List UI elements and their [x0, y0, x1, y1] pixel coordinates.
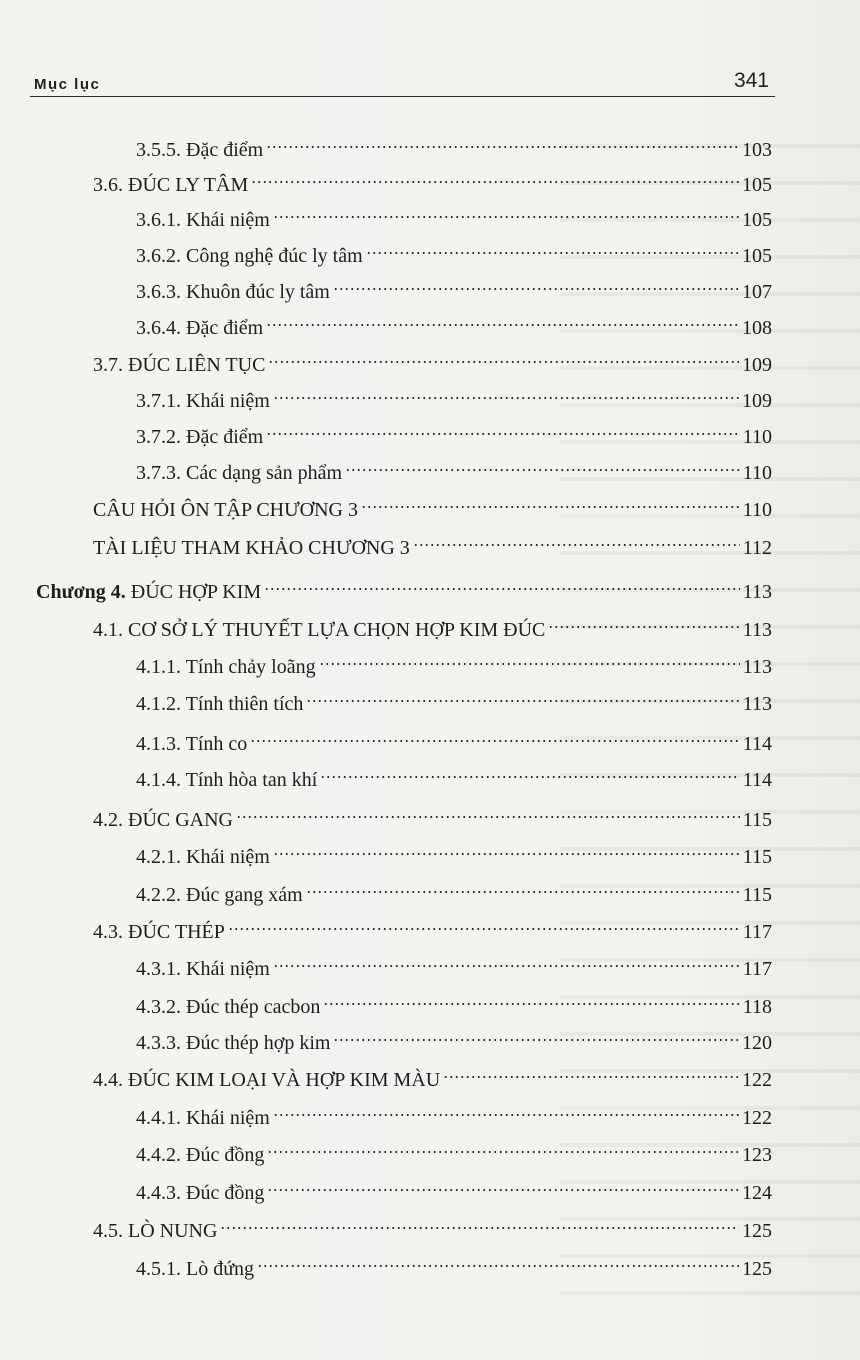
toc-entry-title: CÂU HỎI ÔN TẬP CHƯƠNG 3: [93, 499, 358, 521]
toc-entry-page: 112: [742, 537, 772, 559]
toc-entry: [93, 161, 772, 196]
toc-entry-title: 4.3. ĐÚC THÉP: [93, 921, 225, 943]
toc-entry-title: 4.5.1. Lò đứng: [136, 1258, 255, 1280]
chapter-prefix: Chương 4.: [36, 581, 126, 603]
toc-entry-page: 115: [742, 884, 772, 906]
toc-entry-page: 105: [742, 209, 772, 231]
toc-entry-page: 105: [742, 174, 772, 196]
toc-entry-page: 113: [742, 581, 772, 603]
dot-leader: [345, 449, 740, 479]
dot-leader: [273, 1094, 739, 1124]
toc-entry: [136, 643, 772, 678]
page-number: 341: [733, 69, 769, 92]
dot-leader: [251, 161, 739, 191]
toc-entry: [136, 1019, 772, 1054]
toc-entry-title: 4.1.2. Tính thiên tích: [136, 693, 304, 715]
toc-entry: [136, 756, 772, 791]
toc-entry: [93, 1056, 772, 1091]
toc-entry-page: 117: [742, 958, 772, 980]
toc-entry: [136, 1131, 772, 1166]
toc-entry: [136, 232, 772, 267]
toc-entry-title: 4.4.3. Đúc đồng: [136, 1182, 265, 1204]
toc-entry-title: 3.5.5. Đặc điểm: [136, 139, 264, 161]
toc-entry: [93, 341, 772, 376]
toc-entry: [136, 1245, 772, 1280]
toc-entry: [136, 304, 772, 339]
toc-entry: [136, 871, 772, 906]
toc-entry-page: 117: [742, 921, 772, 943]
dot-leader: [273, 833, 740, 863]
toc-entry-page: 125: [742, 1258, 772, 1280]
toc-entry-title: 4.3.2. Đúc thép cacbon: [136, 996, 321, 1018]
toc-entry: [136, 377, 772, 412]
toc-entry-page: 113: [742, 693, 772, 715]
dot-leader: [273, 196, 739, 226]
toc-entry-page: 122: [742, 1107, 772, 1129]
toc-entry-title: 3.6.2. Công nghệ đúc ly tâm: [136, 245, 363, 267]
toc-entry: [136, 983, 772, 1018]
toc-entry: [136, 1169, 772, 1204]
toc-entry-title: 4.4.2. Đúc đồng: [136, 1144, 265, 1166]
dot-leader: [267, 1131, 739, 1161]
toc-entry-title: 3.7.3. Các dạng sản phẩm: [136, 462, 343, 484]
dot-leader: [333, 268, 739, 298]
toc-entry-page: 114: [742, 769, 772, 791]
toc-entry-title: 3.7. ĐÚC LIÊN TỤC: [93, 354, 266, 376]
dot-leader: [268, 341, 739, 371]
toc-entry-page: 110: [742, 499, 772, 521]
toc-entry-page: 113: [742, 656, 772, 678]
chapter-title: ĐÚC HỢP KIM: [125, 581, 262, 603]
toc-entry-title: 3.6.4. Đặc điểm: [136, 317, 264, 339]
toc-entry-page: 109: [742, 354, 772, 376]
dot-leader: [228, 908, 740, 938]
dot-leader: [266, 126, 739, 156]
toc-entry-page: 125: [742, 1220, 772, 1242]
toc-entry: [93, 796, 772, 831]
toc-entry-page: 114: [742, 733, 772, 755]
toc-entry-title: 4.1. CƠ SỞ LÝ THUYẾT LỰA CHỌN HỢP KIM ĐÚC: [93, 619, 546, 641]
toc-entry-page: 124: [742, 1182, 772, 1204]
dot-leader: [361, 486, 740, 516]
toc-entry: [136, 945, 772, 980]
toc-entry: [136, 196, 772, 231]
toc-entry-page: 113: [742, 619, 772, 641]
toc-entry: [93, 524, 772, 559]
toc-entry: [136, 680, 772, 715]
toc-entry-title: 4.1.3. Tính co: [136, 733, 248, 755]
running-header: [30, 58, 775, 97]
toc-entry-page: 110: [742, 462, 772, 484]
toc-entry: [36, 568, 772, 603]
toc-entry: [136, 413, 772, 448]
toc-entry-page: 103: [742, 139, 772, 161]
dot-leader: [266, 304, 739, 334]
toc-entry-title: 4.1.4. Tính hòa tan khí: [136, 769, 318, 791]
toc-entry-title: TÀI LIỆU THAM KHẢO CHƯƠNG 3: [93, 537, 410, 559]
dot-leader: [266, 413, 740, 443]
toc-entry-title: 3.6.1. Khái niệm: [136, 209, 270, 231]
toc-entry: [136, 1094, 772, 1129]
dot-leader: [548, 606, 739, 636]
toc-entry: [136, 126, 772, 161]
toc-entry-page: 115: [742, 809, 772, 831]
toc-entry-title: 4.4.1. Khái niệm: [136, 1107, 270, 1129]
dot-leader: [267, 1169, 739, 1199]
toc-entry: [93, 486, 772, 521]
dot-leader: [273, 377, 739, 407]
toc-entry-title: 4.1.1. Tính chảy loãng: [136, 656, 316, 678]
dot-leader: [264, 568, 740, 598]
toc-entry-page: 109: [742, 390, 772, 412]
toc-entry-page: 122: [742, 1069, 772, 1091]
toc-entry-page: 107: [742, 281, 772, 303]
dot-leader: [443, 1056, 739, 1086]
dot-leader: [306, 680, 739, 710]
toc-entry: [136, 268, 772, 303]
toc-entry-title: 4.2.1. Khái niệm: [136, 846, 270, 868]
toc-entry-title: [36, 577, 261, 607]
dot-leader: [366, 232, 739, 262]
dot-leader: [250, 720, 739, 750]
toc-entry-title: 3.7.2. Đặc điểm: [136, 426, 264, 448]
toc-entry-page: 123: [742, 1144, 772, 1166]
dot-leader: [323, 983, 739, 1013]
toc-entry-title: 4.2.2. Đúc gang xám: [136, 884, 303, 906]
toc-entry-page: 118: [742, 996, 772, 1018]
dot-leader: [320, 756, 739, 786]
toc-entry-page: 120: [742, 1032, 772, 1054]
dot-leader: [333, 1019, 739, 1049]
toc-entry: [93, 908, 772, 943]
toc-entry: [93, 1207, 772, 1242]
toc-entry-title: 4.5. LÒ NUNG: [93, 1220, 218, 1242]
toc-entry-page: 110: [742, 426, 772, 448]
toc-entry: [136, 449, 772, 484]
dot-leader: [319, 643, 740, 673]
toc-entry: [93, 606, 772, 641]
toc-entry-title: 4.3.3. Đúc thép hợp kim: [136, 1032, 331, 1054]
dot-leader: [257, 1245, 739, 1275]
toc-entry-title: 4.3.1. Khái niệm: [136, 958, 270, 980]
toc-entry: [136, 720, 772, 755]
toc-entry-title: 4.2. ĐÚC GANG: [93, 809, 233, 831]
toc-entry-title: 4.4. ĐÚC KIM LOẠI VÀ HỢP KIM MÀU: [93, 1069, 441, 1091]
dot-leader: [236, 796, 740, 826]
toc-entry-title: 3.6.3. Khuôn đúc ly tâm: [136, 281, 330, 303]
dot-leader: [306, 871, 740, 901]
dot-leader: [413, 524, 740, 554]
section-label: Mục lục: [34, 76, 101, 93]
toc-entry-page: 115: [742, 846, 772, 868]
toc-entry-title: 3.6. ĐÚC LY TÂM: [93, 174, 249, 196]
toc-entry-title: 3.7.1. Khái niệm: [136, 390, 270, 412]
dot-leader: [220, 1207, 739, 1237]
toc-entry-page: 108: [742, 317, 772, 339]
toc-entry-page: 105: [742, 245, 772, 267]
dot-leader: [273, 945, 740, 975]
toc-entry: [136, 833, 772, 868]
